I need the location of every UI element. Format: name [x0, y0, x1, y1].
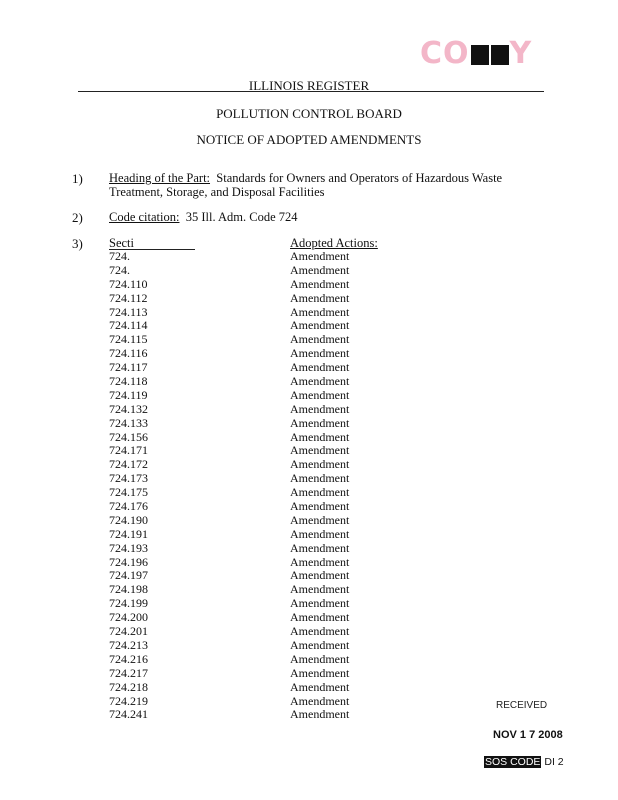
- adopted-action: Amendment: [290, 387, 350, 402]
- section-number: 724.199: [109, 596, 148, 611]
- section-number: 724.201: [109, 624, 148, 639]
- table-row: [109, 653, 349, 667]
- table-row: [109, 458, 349, 472]
- adopted-action: Amendment: [290, 290, 350, 305]
- table-row: [109, 278, 349, 292]
- table-row: [109, 347, 349, 361]
- section-number: 724.216: [109, 651, 148, 666]
- table-row: [109, 514, 349, 528]
- section-number: 724.: [109, 262, 130, 277]
- section-number: 724.171: [109, 443, 148, 458]
- adopted-action: Amendment: [290, 471, 350, 486]
- adopted-action: Amendment: [290, 665, 350, 680]
- table-row: [109, 681, 349, 695]
- section-number: 724.217: [109, 665, 148, 680]
- item-1-line2: Treatment, Storage, and Disposal Facilities: [109, 185, 325, 199]
- item-2-label: Code citation:: [109, 210, 180, 224]
- table-row: [109, 500, 349, 514]
- section-number: 724.200: [109, 610, 148, 625]
- table-row: [109, 556, 349, 570]
- redaction-mark: [471, 45, 489, 65]
- adopted-action: Amendment: [290, 568, 350, 583]
- table-row: [109, 667, 349, 681]
- adopted-action: Amendment: [290, 262, 350, 277]
- section-number: 724.190: [109, 512, 148, 527]
- section-number: 724.118: [109, 374, 148, 389]
- header-rule: [78, 91, 544, 92]
- adopted-action: Amendment: [290, 304, 350, 319]
- adopted-action: Amendment: [290, 346, 350, 361]
- section-number: 724.241: [109, 707, 148, 722]
- item-3-number: 3): [72, 236, 83, 251]
- sections-table: [109, 250, 349, 722]
- adopted-action: Amendment: [290, 582, 350, 597]
- section-number: 724.110: [109, 276, 148, 291]
- table-row: [109, 486, 349, 500]
- copy-stamp-right: Y: [509, 36, 533, 71]
- section-number: 724.113: [109, 304, 148, 319]
- table-row: [109, 528, 349, 542]
- adopted-action: Amendment: [290, 707, 350, 722]
- section-number: 724.173: [109, 471, 148, 486]
- adopted-action: Amendment: [290, 249, 350, 263]
- section-number: 724.198: [109, 582, 148, 597]
- notice-title: NOTICE OF ADOPTED AMENDMENTS: [196, 132, 422, 147]
- item-1-label: Heading of the Part:: [109, 171, 211, 185]
- section-number: 724.115: [109, 332, 148, 347]
- table-row: [109, 306, 349, 320]
- table-row: [109, 250, 349, 264]
- adopted-action: Amendment: [290, 540, 350, 555]
- section-number: 724.112: [109, 290, 148, 305]
- table-row: [109, 389, 349, 403]
- redaction-mark: [491, 45, 509, 65]
- table-row: [109, 583, 349, 597]
- table-row: [109, 292, 349, 306]
- section-number: 724.196: [109, 554, 148, 569]
- actions-column-header: Adopted Actions:: [290, 236, 378, 250]
- section-number: 724.219: [109, 693, 148, 708]
- sos-code-rest: DI 2: [541, 756, 564, 768]
- adopted-action: Amendment: [290, 554, 350, 569]
- table-row: [109, 264, 349, 278]
- received-date: NOV 1 7 2008: [493, 729, 563, 741]
- section-column-header: Secti: [109, 236, 195, 250]
- adopted-action: Amendment: [290, 624, 350, 639]
- table-row: [109, 625, 349, 639]
- adopted-action: Amendment: [290, 401, 350, 416]
- adopted-action: Amendment: [290, 318, 350, 333]
- adopted-action: Amendment: [290, 610, 350, 625]
- section-number: 724.114: [109, 318, 148, 333]
- item-2-text: [109, 210, 298, 224]
- table-row: [109, 639, 349, 653]
- table-row: [109, 431, 349, 445]
- copy-stamp: [420, 36, 532, 71]
- received-label: RECEIVED: [496, 700, 548, 711]
- adopted-action: Amendment: [290, 679, 350, 694]
- section-number: 724.132: [109, 401, 148, 416]
- section-number: 724.: [109, 249, 130, 263]
- adopted-action: Amendment: [290, 512, 350, 527]
- register-title: ILLINOIS REGISTER: [248, 78, 370, 93]
- adopted-action: Amendment: [290, 457, 350, 472]
- table-row: [109, 444, 349, 458]
- section-number: 724.117: [109, 360, 148, 375]
- adopted-action: Amendment: [290, 276, 350, 291]
- table-row: [109, 319, 349, 333]
- agency-title: POLLUTION CONTROL BOARD: [216, 106, 402, 121]
- adopted-action: Amendment: [290, 332, 350, 347]
- adopted-action: Amendment: [290, 693, 350, 708]
- section-number: 724.116: [109, 346, 148, 361]
- section-number: 724.191: [109, 526, 148, 541]
- table-row: [109, 542, 349, 556]
- item-2-value: 35 Ill. Adm. Code 724: [185, 210, 298, 224]
- sos-code-dark: SOS CODE: [485, 756, 541, 768]
- adopted-action: Amendment: [290, 526, 350, 541]
- table-row: [109, 597, 349, 611]
- section-number: 724.156: [109, 429, 148, 444]
- section-number: 724.197: [109, 568, 148, 583]
- adopted-action: Amendment: [290, 374, 350, 389]
- table-row: [109, 333, 349, 347]
- section-number: 724.119: [109, 387, 148, 402]
- section-number: 724.213: [109, 637, 148, 652]
- section-number: 724.176: [109, 499, 148, 514]
- adopted-action: Amendment: [290, 429, 350, 444]
- section-number: 724.133: [109, 415, 148, 430]
- item-2-number: 2): [72, 210, 83, 225]
- item-1-number: 1): [72, 171, 83, 186]
- table-row: [109, 695, 349, 709]
- table-row: [109, 417, 349, 431]
- item-1-line1: Standards for Owners and Operators of Hazardous Waste: [216, 171, 503, 185]
- table-row: [109, 569, 349, 583]
- adopted-action: Amendment: [290, 499, 350, 514]
- section-number: 724.193: [109, 540, 148, 555]
- table-row: [109, 361, 349, 375]
- table-row: [109, 472, 349, 486]
- adopted-action: Amendment: [290, 443, 350, 458]
- table-row: [109, 375, 349, 389]
- adopted-action: Amendment: [290, 651, 350, 666]
- adopted-action: Amendment: [290, 485, 350, 500]
- adopted-action: Amendment: [290, 360, 350, 375]
- section-number: 724.218: [109, 679, 148, 694]
- sos-code: [484, 756, 564, 768]
- section-number: 724.175: [109, 485, 148, 500]
- copy-stamp-left: CO: [420, 36, 470, 71]
- item-1-text: [109, 171, 502, 199]
- table-row: [109, 708, 349, 722]
- adopted-action: Amendment: [290, 415, 350, 430]
- adopted-action: Amendment: [290, 596, 350, 611]
- adopted-action: Amendment: [290, 637, 350, 652]
- table-row: [109, 403, 349, 417]
- section-number: 724.172: [109, 457, 148, 472]
- table-row: [109, 611, 349, 625]
